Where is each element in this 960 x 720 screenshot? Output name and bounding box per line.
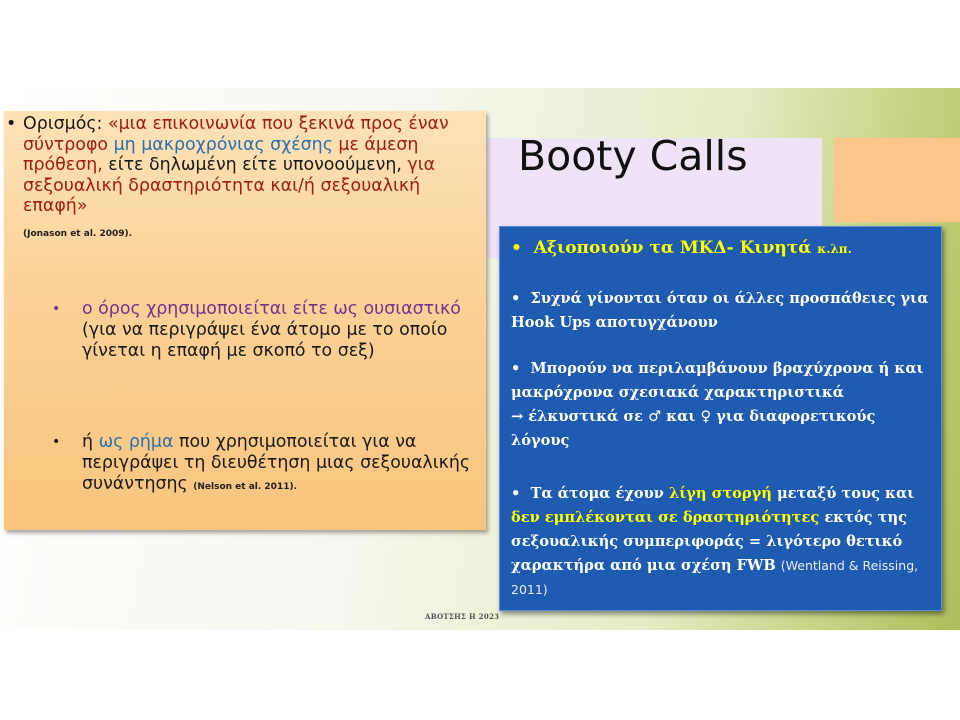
definition-non-longterm: μη μακροχρόνιας σχέσης bbox=[113, 134, 333, 155]
definition-citation: (Jonason et al. 2009). bbox=[23, 228, 133, 239]
panel-point-relational bbox=[511, 357, 931, 453]
decorative-orange-box bbox=[834, 138, 960, 222]
verb-usage-verb: ως ρήμα bbox=[98, 432, 174, 452]
verb-usage-citation: (Nelson et al. 2011). bbox=[193, 482, 297, 492]
slide-title: Booty Calls bbox=[518, 132, 748, 180]
media-text: Αξιοποιούν τα ΜΚΔ- Κινητά bbox=[533, 238, 818, 258]
noun-usage-lead: ο όρος χρησιμοποιείται είτε ως ουσιαστικό bbox=[82, 299, 461, 319]
definition-quote-start: «μια επικοινωνία που ξεκινά προς έναν σύντροφο bbox=[23, 114, 449, 155]
verb-usage-point bbox=[52, 432, 482, 498]
definition-label: Ορισμός: bbox=[23, 114, 108, 134]
affection-citation: (Wentland & Reissing, 2011) bbox=[511, 558, 919, 597]
definition-direct-intent: με άμεση πρόθεση, bbox=[23, 134, 419, 176]
bullet-marker: • bbox=[511, 290, 521, 307]
panel-point-hookups bbox=[511, 287, 931, 335]
panel-point-media bbox=[511, 236, 931, 261]
bullet-marker: • bbox=[6, 114, 17, 134]
affection-highlight: λίγη στοργή bbox=[668, 485, 772, 502]
bullet-marker: • bbox=[52, 434, 61, 450]
affection-text-c: μεταξύ τους και bbox=[771, 485, 915, 502]
bullet-marker: • bbox=[52, 301, 61, 317]
affection-text-e: εκτός της σεξουαλικής συμπεριφοράς = λιγότερο θετικό χαρακτήρα από μια σχέση FWB bbox=[511, 509, 907, 574]
verb-usage-or: ή bbox=[82, 432, 99, 452]
appeal-text: → έλκυστικά σε ♂ και ♀ για διαφορετικούς λόγους bbox=[511, 408, 876, 449]
relational-text: Μπορούν να περιλαμβάνουν βραχύχρονα ή και μακρόχρονα σχεσιακά χαρακτηριστικά bbox=[511, 360, 924, 401]
media-etc: κ.λπ. bbox=[817, 242, 852, 256]
noun-usage-point bbox=[52, 299, 482, 362]
definition-text bbox=[6, 114, 484, 245]
panel-point-affection bbox=[511, 482, 931, 602]
bullet-marker: • bbox=[511, 238, 522, 258]
bullet-marker: • bbox=[511, 360, 521, 377]
definition-sexual-activity: για σεξουαλική δραστηριότητα και/ή σεξουαλική επαφή» bbox=[23, 155, 436, 217]
verb-usage-explanation: που χρησιμοποιείται για να περιγράψει τη διευθέτηση μιας σεξουαλικής συνάντησης bbox=[82, 432, 471, 494]
no-activities-highlight: δεν εμπλέκονται σε δραστηριότητες bbox=[511, 509, 820, 526]
affection-text-a: Τα άτομα έχουν bbox=[530, 485, 669, 502]
slide-footer: ΑΒΟΤΣΗΣ Η 2023 bbox=[425, 612, 500, 621]
noun-usage-explanation: (για να περιγράψει ένα άτομο με το οποίο γίνεται η επαφή με σκοπό το σεξ) bbox=[82, 320, 448, 361]
hookups-text: Συχνά γίνονται όταν οι άλλες προσπάθειες για Hook Ups αποτυγχάνουν bbox=[511, 290, 929, 331]
definition-stated-implied: είτε δηλωμένη είτε υπονοούμενη, bbox=[108, 155, 408, 176]
bullet-marker: • bbox=[511, 485, 521, 502]
